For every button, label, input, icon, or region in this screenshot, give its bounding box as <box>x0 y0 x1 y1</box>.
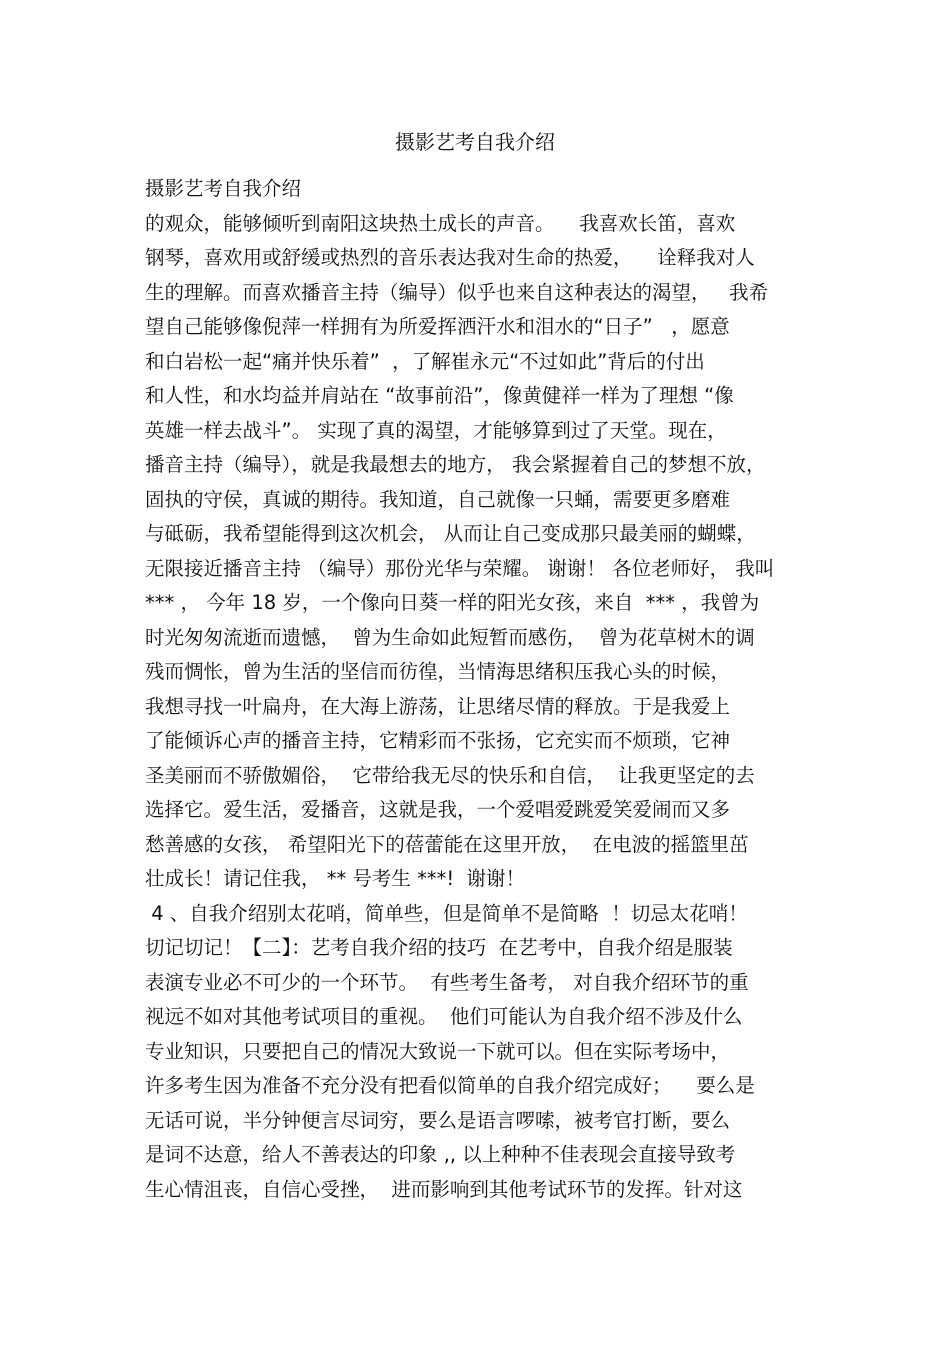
text-line: 许多考生因为准备不充分没有把看似简单的自我介绍完成好； 要么是 <box>145 1074 755 1097</box>
text-line: 生的理解。而喜欢播音主持（编导）似乎也来自这种表达的渴望， 我希 <box>145 280 769 304</box>
text-line: 4 、自我介绍别太花哨，简单些，但是简单不是简略 ！切忌太花哨！ <box>145 901 748 925</box>
text-line: 英雄一样去战斗”。 实现了真的渴望，才能够算到过了天堂。现在， <box>145 418 727 442</box>
text-line: 我想寻找一叶扁舟，在大海上游荡，让思绪尽情的释放。于是我爱上 <box>145 694 731 718</box>
document-body <box>145 172 815 1207</box>
text-line: 生心情沮丧，自信心受挫， 进而影响到其他考试环节的发挥。针对这 <box>145 1177 743 1201</box>
text-line: 无限接近播音主持 （编导）那份光华与荣耀。 谢谢！ 各位老师好， 我叫 <box>145 556 775 580</box>
text-line: 专业知识，只要把自己的情况大致说一下就可以。但在实际考场中， <box>145 1039 731 1063</box>
text-line: 了能倾诉心声的播音主持，它精彩而不张扬，它充实而不烦琐，它神 <box>145 729 731 752</box>
text-line: 圣美丽而不骄傲媚俗， 它带给我无尽的快乐和自信， 让我更坚定的去 <box>145 763 755 787</box>
text-line: 望自己能够像倪萍一样拥有为所爱挥洒汗水和泪水的“日子” ，愿意 <box>145 315 730 338</box>
text-line: 播音主持（编导），就是我最想去的地方， 我会紧握着自己的梦想不放， <box>145 453 766 476</box>
text-line: 切记切记！【二】：艺考自我介绍的技巧 在艺考中，自我介绍是服装 <box>145 936 733 959</box>
page-title: 摄影艺考自我介绍 <box>395 130 555 154</box>
text-line: *** ， 今年 18 岁，一个像向日葵一样的阳光女孩，来自 *** ，我曾为 <box>145 591 760 614</box>
text-line: 残而惆怅，曾为生活的坚信而彷徨，当情海思绪积压我心头的时候， <box>145 660 731 683</box>
text-line: 和白岩松一起“痛并快乐着” ，了解崔永元“不过如此”背后的付出 <box>145 349 705 373</box>
section-heading: 摄影艺考自我介绍 <box>145 177 302 200</box>
text-line: 钢琴，喜欢用或舒缓或热烈的音乐表达我对生命的热爱， 诠释我对人 <box>145 246 755 269</box>
text-line: 选择它。爱生活，爱播音，这就是我，一个爱唱爱跳爱笑爱闹而又多 <box>145 798 731 821</box>
text-line: 是词不达意，给人不善表达的印象 ,, 以上种种不佳表现会直接导致考 <box>145 1143 736 1166</box>
text-line: 与砥砺，我希望能得到这次机会， 从而让自己变成那只最美丽的蝴蝶， <box>145 522 756 545</box>
text-line: 壮成长！请记住我， ** 号考生 ***! 谢谢！ <box>145 867 526 890</box>
text-line: 和人性，和水均益并肩站在 “故事前沿”，像黄健祥一样为了理想 “像 <box>145 384 734 407</box>
text-line: 表演专业必不可少的一个环节。 有些考生备考， 对自我介绍环节的重 <box>145 970 749 994</box>
text-line: 时光匆匆流逝而遗憾， 曾为生命如此短暂而感伤， 曾为花草树木的调 <box>145 625 755 649</box>
text-line: 无话可说，半分钟便言尽词穷，要么是语言啰嗦，被考官打断，要么 <box>145 1108 731 1132</box>
text-line: 固执的守侯，真诚的期待。我知道，自己就像一只蛹，需要更多磨难 <box>145 487 731 511</box>
text-line: 愁善感的女孩， 希望阳光下的蓓蕾能在这里开放， 在电波的摇篮里茁 <box>145 832 749 856</box>
text-line: 视远不如对其他考试项目的重视。 他们可能认为自我介绍不涉及什么 <box>145 1005 743 1028</box>
text-line: 的观众，能够倾听到南阳这块热土成长的声音。 我喜欢长笛，喜欢 <box>145 211 736 235</box>
